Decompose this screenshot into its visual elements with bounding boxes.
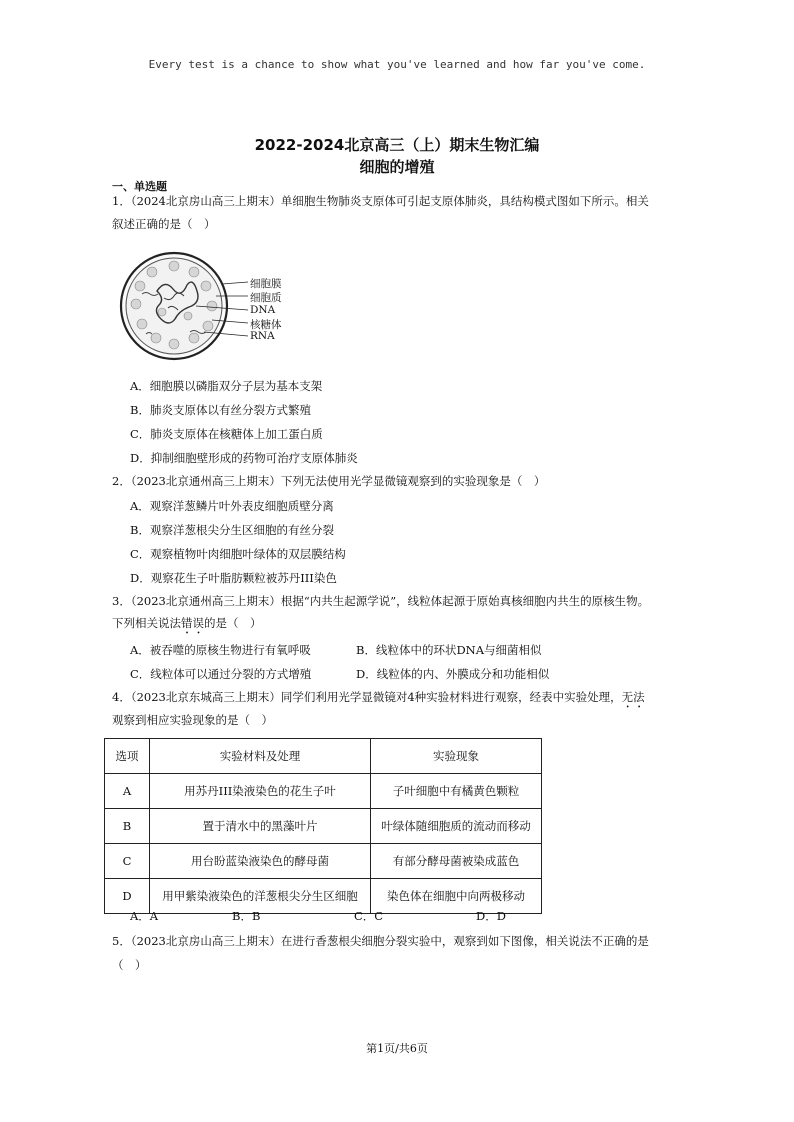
label-ribosome: 核糖体 bbox=[250, 319, 282, 331]
q4-option-c[interactable]: C．C bbox=[354, 909, 384, 923]
page-number: 第1页/共6页 bbox=[366, 1042, 428, 1055]
q3-option-b[interactable]: B．线粒体中的环状DNA与细菌相似 bbox=[356, 643, 542, 657]
q1-option-a[interactable]: A．细胞膜以磷脂双分子层为基本支架 bbox=[130, 379, 323, 393]
label-cell-membrane: 细胞膜 bbox=[250, 278, 282, 290]
q2-option-a[interactable]: A．观察洋葱鳞片叶外表皮细胞质壁分离 bbox=[130, 499, 334, 513]
q5-stem-line2: （ ） bbox=[112, 958, 147, 972]
q3-option-d[interactable]: D．线粒体的内、外膜成分和功能相似 bbox=[356, 667, 550, 681]
q4-emphasis: 无法 bbox=[621, 690, 645, 704]
label-dna: DNA bbox=[250, 304, 276, 316]
q1-option-b[interactable]: B．肺炎支原体以有丝分裂方式繁殖 bbox=[130, 403, 311, 417]
experiment-table bbox=[104, 738, 542, 914]
q2-option-d[interactable]: D．观察花生子叶脂肪颗粒被苏丹III染色 bbox=[130, 571, 337, 585]
table-cell: C bbox=[105, 844, 150, 879]
page-subtitle: 细胞的增殖 bbox=[359, 158, 435, 176]
q3-stem-pre: 下列相关说法 bbox=[112, 616, 181, 630]
q1-stem-line1: 1．（2024北京房山高三上期末）单细胞生物肺炎支原体可引起支原体肺炎，具结构模式图如下所示。相关 bbox=[112, 194, 649, 208]
table-row bbox=[105, 809, 542, 844]
q4-stem-pre: 4．（2023北京东城高三上期末）同学们利用光学显微镜对4种实验材料进行观察，经表中实验处理， bbox=[112, 690, 622, 704]
q4-option-a[interactable]: A．A bbox=[130, 909, 159, 923]
q1-option-c[interactable]: C．肺炎支原体在核糖体上加工蛋白质 bbox=[130, 427, 323, 441]
table-cell: 有部分酵母菌被染成蓝色 bbox=[371, 844, 542, 879]
q4-stem-line1 bbox=[112, 686, 682, 711]
q3-stem-line1: 3．（2023北京通州高三上期末）根据“内共生起源学说”，线粒体起源于原始真核细胞内共生的原核生物。 bbox=[112, 594, 650, 608]
q2-option-b[interactable]: B．观察洋葱根尖分生区细胞的有丝分裂 bbox=[130, 523, 334, 537]
q2-stem: 2．（2023北京通州高三上期末）下列无法使用光学显微镜观察到的实验现象是（ ） bbox=[112, 474, 546, 488]
q5-stem-line1: 5．（2023北京房山高三上期末）在进行香葱根尖细胞分裂实验中，观察到如下图像，相关说法不正确的是 bbox=[112, 934, 649, 948]
section-heading: 一、单选题 bbox=[112, 180, 167, 193]
table-cell: 用甲紫染液染色的洋葱根尖分生区细胞 bbox=[150, 879, 371, 914]
q3-stem-line2 bbox=[112, 612, 682, 637]
q3-stem-post: 的是（ ） bbox=[204, 616, 262, 630]
q2-option-c[interactable]: C．观察植物叶肉细胞叶绿体的双层膜结构 bbox=[130, 547, 346, 561]
q1-stem-line2: 叙述正确的是（ ） bbox=[112, 217, 216, 231]
table-header-phenomenon: 实验现象 bbox=[371, 739, 542, 774]
q3-option-c[interactable]: C．线粒体可以通过分裂的方式增殖 bbox=[130, 667, 312, 681]
table-cell: 用苏丹III染液染色的花生子叶 bbox=[150, 774, 371, 809]
table-cell: 子叶细胞中有橘黄色颗粒 bbox=[371, 774, 542, 809]
table-cell: B bbox=[105, 809, 150, 844]
q3-option-a[interactable]: A．被吞噬的原核生物进行有氧呼吸 bbox=[130, 643, 311, 657]
q4-option-b[interactable]: B．B bbox=[232, 909, 261, 923]
q1-option-d[interactable]: D．抑制细胞壁形成的药物可治疗支原体肺炎 bbox=[130, 451, 358, 465]
table-cell: 叶绿体随细胞质的流动而移动 bbox=[371, 809, 542, 844]
q4-option-d[interactable]: D．D bbox=[476, 909, 506, 923]
table-cell: 用台盼蓝染液染色的酵母菌 bbox=[150, 844, 371, 879]
table-cell: D bbox=[105, 879, 150, 914]
label-rna: RNA bbox=[250, 330, 275, 342]
page-title: 2022-2024北京高三（上）期末生物汇编 bbox=[254, 136, 540, 154]
table-header-row bbox=[105, 739, 542, 774]
table-cell: A bbox=[105, 774, 150, 809]
table-cell: 染色体在细胞中向两极移动 bbox=[371, 879, 542, 914]
table-row bbox=[105, 844, 542, 879]
page-motto: Every test is a chance to show what you've learned and how far you've come. bbox=[148, 58, 646, 71]
q3-emphasis: 错误 bbox=[181, 616, 204, 630]
table-header-option: 选项 bbox=[105, 739, 150, 774]
table-cell: 置于清水中的黑藻叶片 bbox=[150, 809, 371, 844]
q4-stem-line2: 观察到相应实验现象的是（ ） bbox=[112, 713, 273, 727]
label-cytoplasm: 细胞质 bbox=[250, 292, 282, 304]
table-row bbox=[105, 774, 542, 809]
table-header-material: 实验材料及处理 bbox=[150, 739, 371, 774]
